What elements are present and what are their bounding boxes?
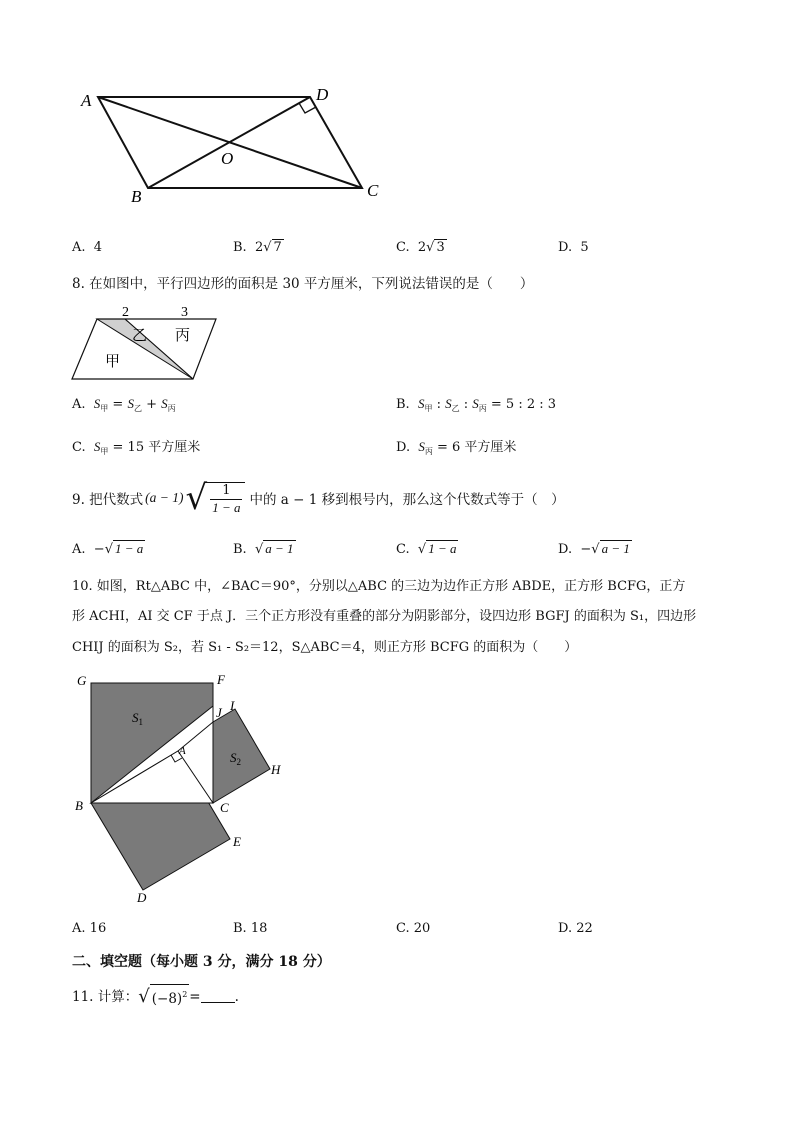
q8-label-2: 2: [122, 305, 129, 320]
q9-prefix: 9. 把代数式: [72, 492, 144, 508]
q8-option-b: B. $S_甲$ : $S_乙$ : $S_丙 = 5$ : 2 : 3: [396, 396, 557, 413]
q8-stem: 8. 在如图中，平行四边形的面积是 30 平方厘米，下列说法错误的是（ ）: [72, 276, 534, 292]
q9-frac-num: 1: [222, 483, 231, 498]
q8-option-c: C. $S_甲 = 15$ 平方厘米: [72, 439, 201, 456]
q10-option-c: C. 20: [396, 921, 431, 936]
q10-label-g: G: [77, 673, 87, 688]
q10-stem-line3: CHIJ 的面积为 S₂，若 S₁ - S₂＝12，S△ABC＝4，则正方形 BCFG 的面积为（ ）: [72, 640, 578, 655]
q10-stem-line1: 10. 如图，Rt△ABC 中，∠BAC＝90°，分别以△ABC 的三边为边作正方形 ABDE，正方形 BCFG，正方: [72, 579, 686, 594]
q10-label-e: E: [233, 834, 241, 849]
q9-frac-den: 1 − a: [212, 500, 241, 515]
q10-label-s2: $S_2$: [230, 750, 241, 767]
q11-radical-sign: √: [138, 985, 150, 1007]
q7-label-a: A: [81, 91, 92, 110]
q11-radicand: $(-8)^2$: [150, 984, 190, 1009]
q10-option-d: D. 22: [558, 921, 593, 936]
q7-option-d: D. 5: [558, 240, 589, 255]
q11-answer-blank[interactable]: [201, 990, 235, 1003]
q10-label-i: I: [230, 698, 235, 713]
q10-label-b: B: [75, 798, 83, 813]
q10-label-a: A: [179, 745, 186, 757]
q10-label-c: C: [220, 800, 229, 815]
q10-label-d: D: [137, 890, 147, 905]
q10-label-h: H: [271, 762, 281, 777]
q10-label-j: J: [216, 705, 222, 720]
q7-option-b: B. 2√ 7: [233, 240, 282, 255]
q8-label-jia: 甲: [105, 354, 121, 370]
q10-option-b: B. 18: [233, 921, 268, 936]
q9-option-b: B. √ a − 1: [233, 541, 294, 557]
q7-label-d: D: [316, 85, 329, 104]
q8-label-bing: 丙: [175, 328, 191, 344]
q8-label-3: 3: [181, 305, 188, 320]
q7-diagonal-bd: [148, 97, 310, 188]
q7-label-c: C: [367, 181, 379, 200]
q10-region-s2: [213, 709, 270, 803]
q11-prefix: 11. 计算：: [72, 988, 139, 1005]
q7-label-o: O: [221, 149, 234, 168]
q9-suffix: 中的 a − 1 移到根号内，那么这个代数式等于（ ）: [249, 492, 565, 508]
q9-option-c: C. √ 1 − a: [396, 541, 457, 557]
q8-option-a: A. $S_甲 = S_乙 + S_丙$: [72, 396, 176, 413]
q7-option-c: C. 2√ 3: [396, 240, 445, 255]
q9-fraction: [207, 482, 245, 516]
q10-stem-line2: 形 ACHI，AI 交 CF 于点 J．三个正方形没有重叠的部分为阴影部分，设四边形 BGFJ 的面积为 S₁，四边形: [72, 609, 697, 624]
q10-label-s1: $S_1$: [132, 710, 143, 727]
q10-option-a: A. 16: [72, 921, 107, 936]
section2-heading: 二、填空题（每小题 3 分，满分 18 分）: [72, 954, 331, 970]
q9-option-a: A. −√ 1 − a: [72, 541, 144, 557]
q10-squares-figure: [70, 668, 300, 908]
q10-label-f: F: [217, 672, 225, 687]
q7-parallelogram-figure: [70, 80, 400, 210]
q8-label-yi: 乙: [132, 328, 148, 344]
q7-option-a: A. 4: [72, 240, 103, 255]
q9-option-d: D. −√ a − 1: [558, 541, 630, 557]
q9-radical-sign: √: [185, 478, 208, 518]
q8-option-d: D. $S_丙 = 6$ 平方厘米: [396, 439, 517, 456]
q7-label-b: B: [131, 187, 142, 206]
q9-stem: [72, 474, 565, 522]
q8-parallelogram-figure: [68, 302, 228, 384]
q11-question: 11. 计算： √ $(-8)^2$ = .: [72, 985, 239, 1007]
q9-factor: (a − 1): [145, 490, 184, 505]
